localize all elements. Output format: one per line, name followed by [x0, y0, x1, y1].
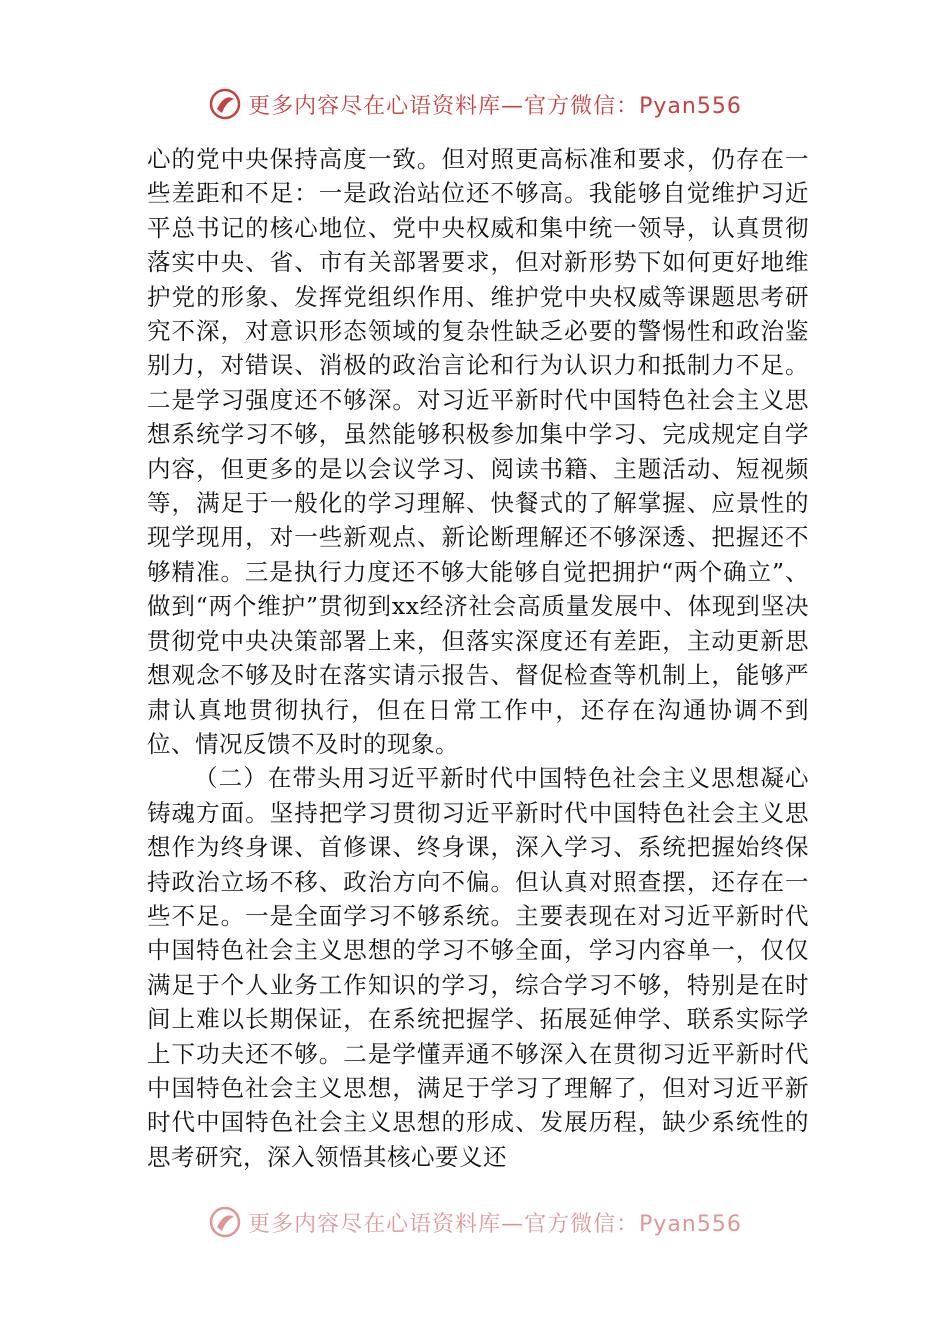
brand-logo-icon — [208, 87, 242, 121]
watermark-text: 更多内容尽在心语资料库—官方微信：Pyan556 — [248, 93, 742, 119]
watermark-footer — [0, 1202, 950, 1242]
document-body — [147, 142, 809, 1174]
brand-logo-icon — [208, 1205, 242, 1239]
paragraph-1: 心的党中央保持高度一致。但对照更高标准和要求，仍存在一些差距和不足：一是政治站位还不够高。我能够自觉维护习近平总书记的核心地位、党中央权威和集中统一领导，认真贯彻落实中央、省、市有关部署要求，但对新形势下如何更好地维护党的形象、发挥党组织作用、维护党中央权威等课题思考研究不深，对意识形态领域的复杂性缺乏必要的警惕性和政治鉴别力，对错误、消极的政治言论和行为认识力和抵制力不足。二是学习强度还不够深。对习近平新时代中国特色社会主义思想系统学习不够，虽然能够积极参加集中学习、完成规定自学内容，但更多的是以会议学习、阅读书籍、主题活动、短视频等，满足于一般化的学习理解、快餐式的了解掌握、应景性的现学现用，对一些新观点、新论断理解还不够深透、把握还不够精准。三是执行力度还不够大能够自觉把拥护“两个确立”、做到“两个维护”贯彻到xx经济社会高质量发展中、体现到坚决贯彻党中央决策部署上来，但落实深度还有差距，主动更新思想观念不够及时在落实请示报告、督促检查等机制上，能够严肃认真地贯彻执行，但在日常工作中，还存在沟通协调不到位、情况反馈不及时的现象。 — [147, 145, 809, 758]
paragraph-2: （二）在带头用习近平新时代中国特色社会主义思想凝心铸魂方面。坚持把学习贯彻习近平新时代中国特色社会主义思想作为终身课、首修课、终身课，深入学习、系统把握始终保持政治立场不移、政治方向不偏。但认真对照查摆，还存在一些不足。一是全面学习不够系统。主要表现在对习近平新时代中国特色社会主义思想的学习不够全面，学习内容单一，仅仅满足于个人业务工作知识的学习，综合学习不够，特别是在时间上难以长期保证，在系统把握学、拓展延伸学、联系实际学上下功夫还不够。二是学懂弄通不够深入在贯彻习近平新时代中国特色社会主义思想，满足于学习了理解了，但对习近平新时代中国特色社会主义思想的形成、发展历程，缺少系统性的思考研究，深入领悟其核心要义还 — [147, 764, 809, 1171]
watermark-header — [0, 84, 950, 124]
watermark-text: 更多内容尽在心语资料库—官方微信：Pyan556 — [248, 1211, 742, 1237]
